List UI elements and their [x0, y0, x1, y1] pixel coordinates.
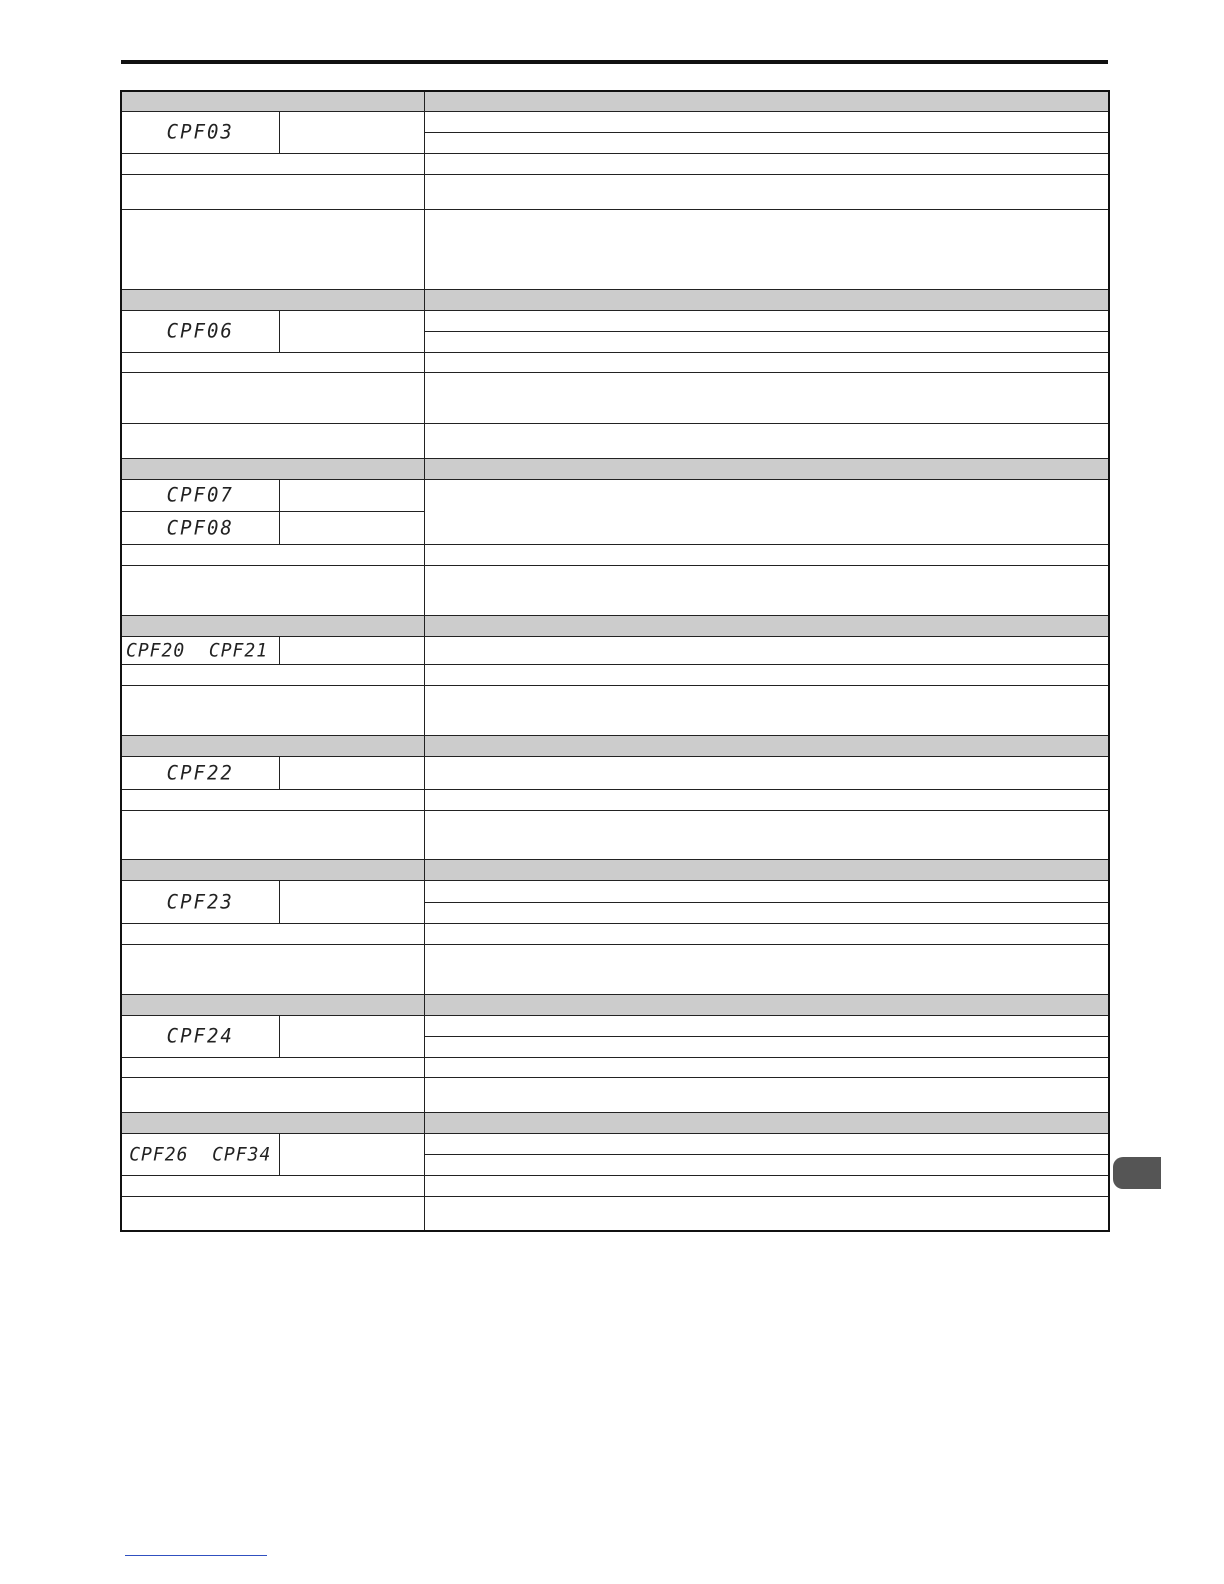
fault-name-cell [279, 479, 424, 511]
action-cell [424, 209, 1109, 289]
header-cell [424, 994, 1109, 1015]
header-cell [424, 91, 1109, 111]
cause-cell [121, 209, 424, 289]
fault-desc-cell [424, 1154, 1109, 1175]
header-cell [121, 289, 424, 310]
fault-name-cell [279, 111, 424, 153]
header-cell [121, 615, 424, 636]
fault-desc-cell [424, 756, 1109, 789]
fault-desc-cell [424, 636, 1109, 664]
cause-header-cell [121, 1057, 424, 1077]
fault-desc-cell [424, 902, 1109, 923]
action-header-cell [424, 352, 1109, 372]
action-cell [424, 1196, 1109, 1231]
header-cell [424, 289, 1109, 310]
fault-code-cpf26: CPF26 [129, 1142, 189, 1166]
fault-code-cpf20: CPF20 [126, 638, 186, 662]
action-cell [424, 685, 1109, 735]
action-header-cell [424, 1057, 1109, 1077]
header-cell [424, 615, 1109, 636]
cause-header-cell [121, 664, 424, 685]
footer-link-underline[interactable] [125, 1555, 267, 1556]
action-header-cell [424, 923, 1109, 944]
header-cell [424, 859, 1109, 880]
action-header-cell [424, 544, 1109, 565]
fault-desc-cell [424, 880, 1109, 902]
cause-header-cell [121, 544, 424, 565]
action-cell [424, 423, 1109, 458]
fault-name-cell [279, 636, 424, 664]
fault-desc-cell [424, 111, 1109, 132]
fault-name-cell [279, 1133, 424, 1175]
action-cell [424, 174, 1109, 209]
fault-name-cell [279, 1015, 424, 1057]
cause-cell [121, 944, 424, 994]
cause-cell [121, 423, 424, 458]
fault-code-cpf03: CPF03 [121, 110, 279, 154]
header-cell [121, 91, 424, 111]
cause-header-cell [121, 352, 424, 372]
fault-code-cpf06: CPF06 [121, 309, 279, 353]
action-header-cell [424, 664, 1109, 685]
action-header-cell [424, 1175, 1109, 1196]
fault-code-cpf23: CPF23 [121, 879, 279, 924]
fault-code-cpf34: CPF34 [212, 1142, 272, 1166]
fault-code-cpf07: CPF07 [121, 478, 279, 512]
header-cell [121, 735, 424, 756]
cause-cell [121, 685, 424, 735]
fault-name-cell [279, 310, 424, 352]
header-cell [424, 1112, 1109, 1133]
cause-cell [121, 1077, 424, 1112]
fault-code-cpf21: CPF21 [208, 638, 269, 662]
fault-desc-cell [424, 479, 1109, 544]
cause-cell [121, 565, 424, 615]
fault-table [120, 90, 1110, 1232]
fault-desc-cell [424, 310, 1109, 331]
header-cell [121, 1112, 424, 1133]
fault-desc-cell [424, 132, 1109, 153]
cause-header-cell [121, 153, 424, 174]
action-cell [424, 565, 1109, 615]
cause-cell [121, 1196, 424, 1231]
action-cell [424, 810, 1109, 859]
action-cell [424, 1077, 1109, 1112]
cause-header-cell [121, 1175, 424, 1196]
chapter-tab [1113, 1157, 1161, 1189]
header-cell [121, 458, 424, 479]
action-cell [424, 944, 1109, 994]
fault-code-cpf08: CPF08 [121, 510, 279, 545]
fault-desc-cell [424, 1036, 1109, 1057]
action-header-cell [424, 789, 1109, 810]
fault-desc-cell [424, 1133, 1109, 1154]
cause-cell [121, 372, 424, 423]
action-cell [424, 372, 1109, 423]
fault-name-cell [279, 880, 424, 923]
header-cell [121, 859, 424, 880]
fault-desc-cell [424, 1015, 1109, 1036]
fault-desc-cell [424, 331, 1109, 352]
cause-cell [121, 174, 424, 209]
fault-name-cell [279, 756, 424, 789]
header-cell [424, 458, 1109, 479]
cause-header-cell [121, 923, 424, 944]
fault-name-cell [279, 511, 424, 544]
action-header-cell [424, 153, 1109, 174]
header-cell [121, 994, 424, 1015]
fault-code-cpf22: CPF22 [121, 755, 279, 790]
cause-cell [121, 810, 424, 859]
header-cell [424, 735, 1109, 756]
fault-code-cpf24: CPF24 [121, 1014, 279, 1058]
top-rule [121, 60, 1108, 64]
cause-header-cell [121, 789, 424, 810]
